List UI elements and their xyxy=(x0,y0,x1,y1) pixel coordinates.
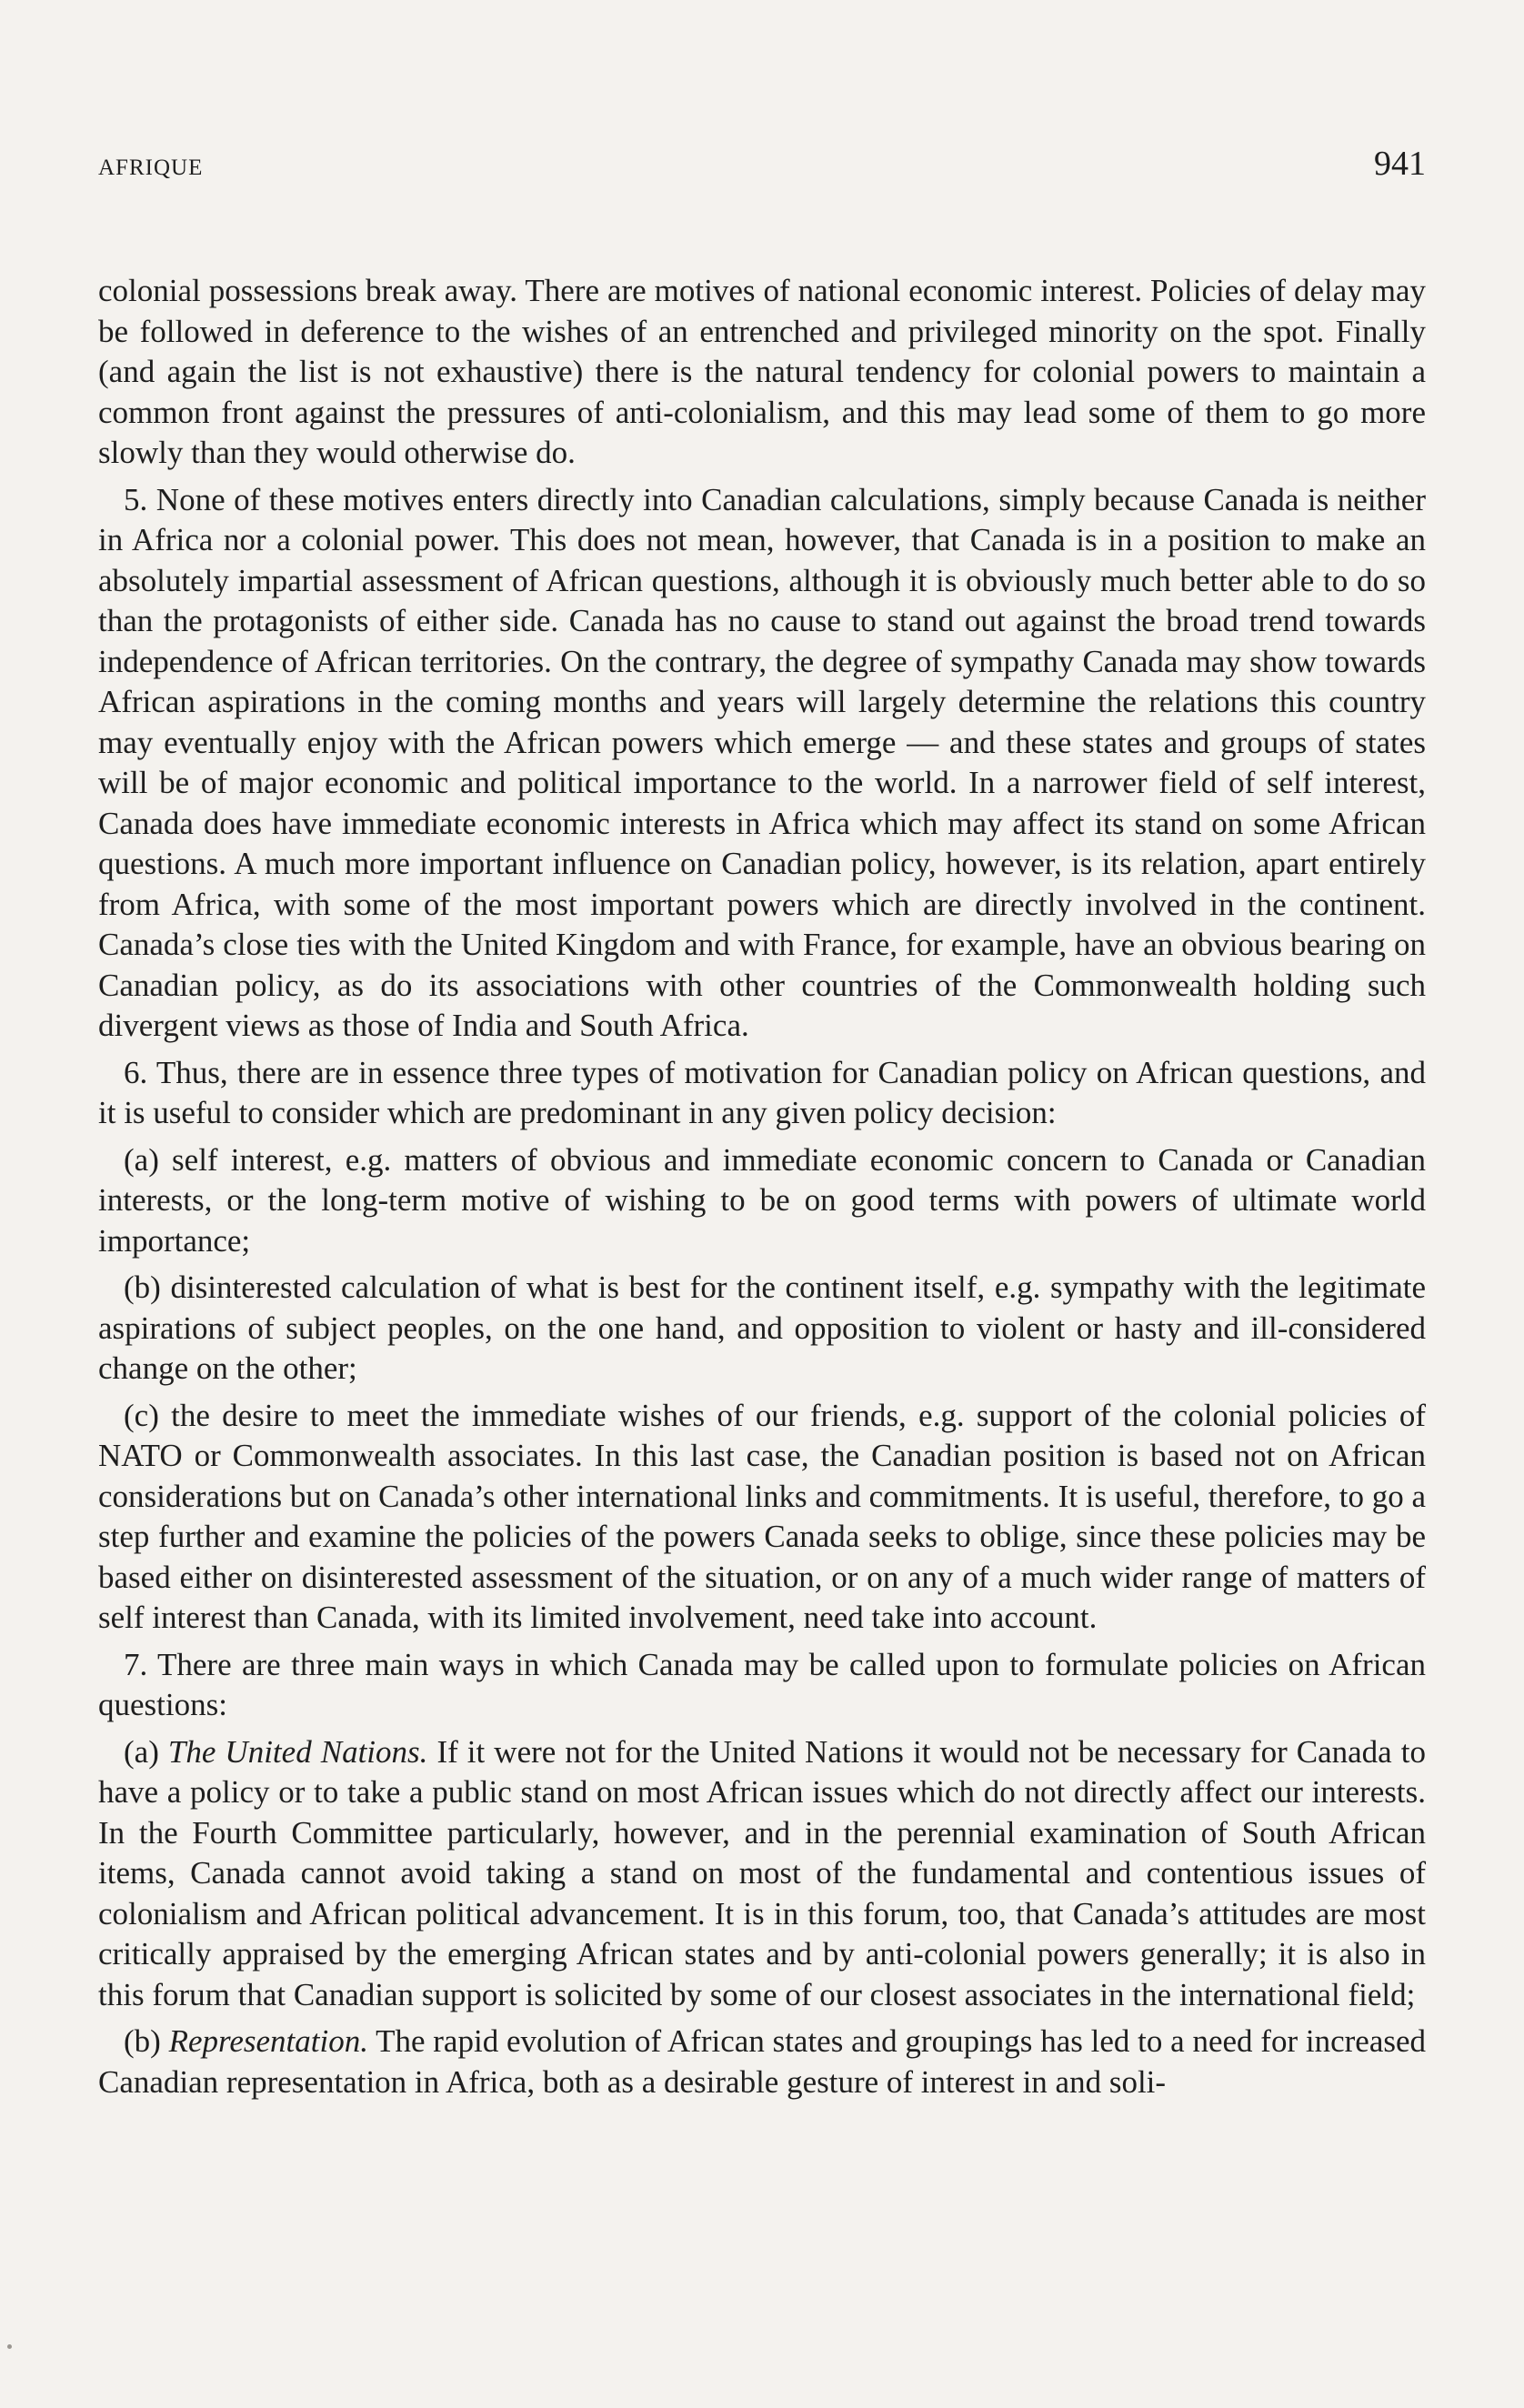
item-prefix: (a) xyxy=(124,1733,168,1770)
item-title: Representation. xyxy=(168,2023,368,2059)
page-number: 941 xyxy=(1374,145,1426,183)
paragraph-6c: (c) the desire to meet the immediate wishes of our friends, e.g. support of the colonial policies of NATO or Commonwealth associates. In this last case, the Canadian position is based not on African considerations but on Canada’s other international links and commitments. It is useful, therefore, to go a step further and examine the policies of the powers Canada seeks to oblige, since these policies may be based either on disinterested assessment of the situation, or on any of a much wider range of matters of self interest than Canada, with its limited involvement, need take into account. xyxy=(98,1397,1426,1635)
paragraph-7b xyxy=(98,2022,1426,2102)
scan-speck xyxy=(7,2344,12,2349)
paragraph-5: 5. None of these motives enters directly into Canadian calculations, simply because Canada is neither in Africa nor a colonial power. This does not mean, however, that Canada is in a position to make an absolutely impartial assessment of African questions, although it is obviously much better able to do so than the protagonists of either side. Canada has no cause to stand out against the broad trend towards independence of African territories. On the contrary, the degree of sympathy Canada may show towards African aspirations in the coming months and years will largely determine the relations this country may eventually enjoy with the African powers which emerge — and these states and groups of states will be of major economic and political importance to the world. In a narrower field of self interest, Canada does have immediate economic interests in Africa which may affect its stand on some African questions. A much more important influence on Canadian policy, however, is its relation, apart entirely from Africa, with some of the most important powers which are directly involved in the continent. Canada’s close ties with the United Kingdom and with France, for example, have an obvious bearing on Canadian policy, as do its associations with other countries of the Commonwealth holding such divergent views as those of India and South Africa. xyxy=(98,481,1426,1043)
running-head xyxy=(98,144,1426,184)
section-label: AFRIQUE xyxy=(98,156,204,180)
paragraph-7: 7. There are three main ways in which Canada may be called upon to formulate policies on African questions: xyxy=(98,1646,1426,1722)
paragraph-7a xyxy=(98,1732,1426,2016)
item-prefix: (b) xyxy=(124,2023,169,2059)
item-title: The United Nations. xyxy=(167,1733,428,1770)
item-body: The rapid evolution of African states and groupings has led to a need for increased Canadian representation in Africa, both as a desirable gesture of interest in and soli- xyxy=(98,2023,1427,2100)
paragraph-6a: (a) self interest, e.g. matters of obvious and immediate economic concern to Canada or Canadian interests, or the long-term motive of wishing to be on good terms with powers of ultimate world importance; xyxy=(98,1141,1426,1259)
paragraph-6: 6. Thus, there are in essence three types of motivation for Canadian policy on African questions, and it is useful to consider which are predominant in any given policy decision: xyxy=(98,1054,1426,1130)
paragraph-continued: colonial possessions break away. There are motives of national economic interest. Policies of delay may be followed in deference to the wishes of an entrenched and privileged minority on the spot. Finally (and again the list is not exhaustive) there is the natural tendency for colonial powers to maintain a common front against the pressures of anti-colonialism, and this may lead some of them to go more slowly than they would otherwise do. xyxy=(98,273,1426,470)
item-body: If it were not for the United Nations it would not be necessary for Canada to have a policy or to take a public stand on most African issues which do not directly affect our interests. In the Fourth Committee particularly, however, and in the perennial examination of South African items, Canada cannot avoid taking a stand on most of the fundamental and contentious issues of colonialism and African political advancement. It is in this forum, too, that Canada’s attitudes are most critically appraised by the emerging African states and by anti-colonial powers generally; it is also in this forum that Canadian support is solicited by some of our closest associates in the international field; xyxy=(98,1733,1426,2012)
paragraph-6b: (b) disinterested calculation of what is best for the continent itself, e.g. sympathy with the legitimate aspirations of subject peoples, on the one hand, and opposition to violent or hasty and ill-considered change on the other; xyxy=(98,1269,1426,1386)
body-text xyxy=(98,271,1426,2102)
